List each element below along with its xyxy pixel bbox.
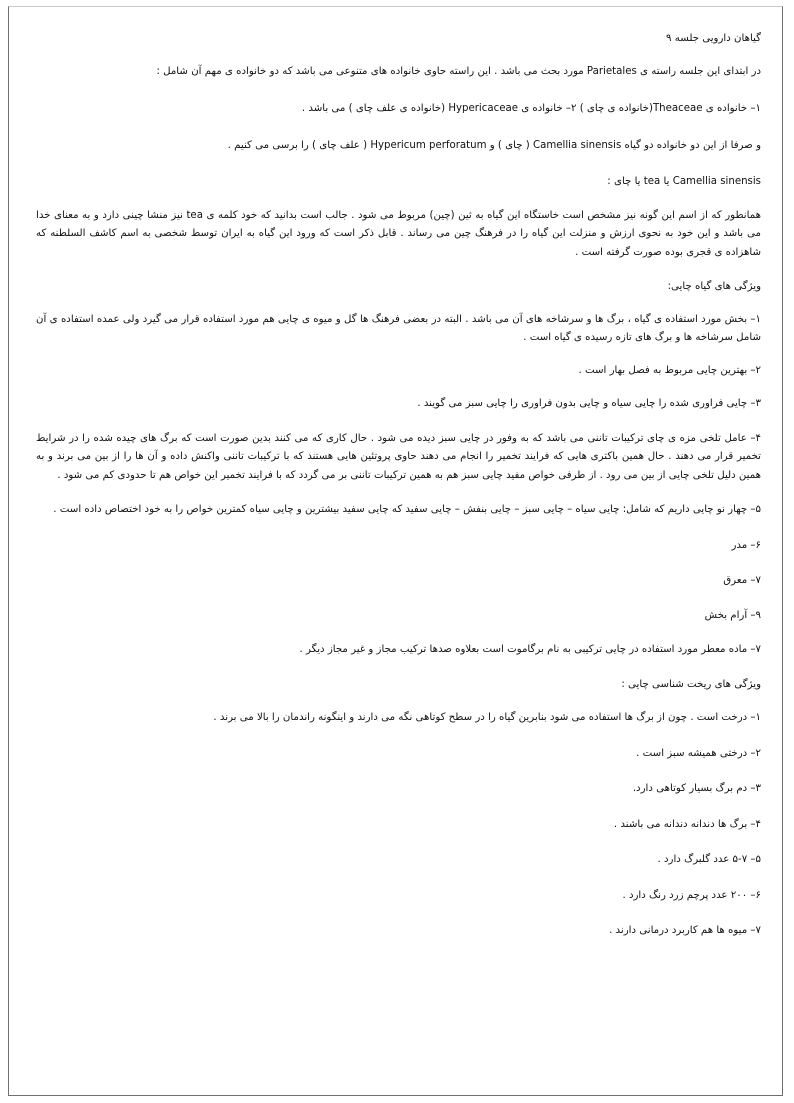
list-item-diuretic: ۶– مدر — [731, 539, 761, 551]
section-heading-morphology: ویژگی های ریخت شناسی چایی : — [621, 678, 761, 690]
list-item-tea-types: ۵– چهار نو چایی داریم که شامل: چایی سیاه – چایی سبز – چایی بنفش – چایی سفید که چایی سفید بیشترین و چایی سیاه کمترین خواص را به خود اختصاص داده است . — [53, 504, 761, 515]
list-item-sudorific: ۷– معرق — [723, 575, 761, 586]
document-title: گیاهان دارویی جلسه ۹ — [666, 33, 761, 44]
paragraph-origin: همانطور که از اسم این گونه نیز مشخص است خاستگاه این گیاه به ثین (چین) مربوط می شود . جالب است بدانید که خود کلمه ی tea نیز منشا چینی دارد و به معنای خدا می باشد و این خود به نحوی ارزش و منزلت این گیاه را در فرهنگ چین می رساند . قابل ذکر است که ورود این گیاه به ایران توسط شخصی به اسم کاشف السلطنه که شاهزاده ی قجری بوده صورت گرفته است . — [36, 209, 762, 258]
document-body — [36, 26, 761, 941]
list-item-fruits: ۷– میوه ها هم کاربرد درمانی دارند . — [609, 925, 761, 936]
list-item-sedative: ۹– آرام بخش — [704, 609, 761, 621]
paragraph-families: ۱– خانواده ی Theaceae(خانواده ی چای ) ۲– خانواده ی Hypericaceae (خانواده ی علف چای ) می باشد . — [301, 103, 761, 114]
list-item-tree: ۱– درخت است . چون از برگ ها استفاده می شود بنابرین گیاه را در سطح کوتاهی نگه می دارند و اینگونه راندمان را بالا می برند . — [213, 712, 761, 723]
list-item-used-part: ۱– بخش مورد استفاده ی گیاه ، برگ ها و سرشاخه های آن می باشد . البته در بعضی فرهنگ ها گل و میوه ی چایی هم مورد استفاده قرار می گیرد ولی عمده استفاده ی آن شامل سرشاخه ها و برگ های تازه رسیده ی گیاه است . — [36, 313, 761, 343]
paragraph-intro: در ابتدای این جلسه راسته ی Parietales مورد بحث می باشد . این راسته حاوی خانواده های متنوعی می باشد که دو خانواده ی مهم آن شامل : — [156, 65, 761, 77]
list-item-bitterness: ۴– عامل تلخی مزه ی چای ترکیبات تاننی می باشد که به وفور در چایی سبز دیده می شود . حال کاری که می کنند بدین صورت است که برگ های چیده شده را در شرایط تخمیر قرار می دهند . حال همین باکتری هایی که فرایند تخمیر را انجام می دهند حاوی پروتئین هایی هستند که با ترکیبات تاننی واکنش داده و آن ها را از بین می برند و به همین دلیل تلخی چایی از بین می رود . از طرفی خواص مفید چایی سبز هم به همین ترکیبات تاننی بر می گردد که با فرایند تخمیر این خواص هم تا حدودی کم می شود . — [36, 432, 761, 481]
list-item-serrated-leaves: ۴– برگ ها دندانه دندانه می باشند . — [613, 818, 761, 830]
section-heading-tea-features: ویژگی های گیاه چایی: — [667, 281, 761, 292]
list-item-bergamot: ۷– ماده معطر مورد استفاده در چایی ترکیبی به نام برگاموت است بعلاوه صدها ترکیب مجاز و غیر مجاز دیگر . — [299, 644, 761, 655]
list-item-petals: ۵– ۵-۷ عدد گلبرگ دارد . — [657, 854, 761, 865]
list-item-best-season: ۲– بهترین چایی مربوط به فصل بهار است . — [578, 364, 761, 376]
list-item-stamens: ۶– ۲۰۰ عدد پرچم زرد رنگ دارد . — [622, 889, 761, 901]
list-item-black-green: ۳– چایی فراوری شده را چایی سیاه و چایی بدون فراوری را چایی سبز می گویند . — [417, 398, 761, 409]
paragraph-species-scope: و صرفا از این دو خانواده دو گیاه Camellia sinensis ( چای ) و Hypericum perforatum ( علف چای ) را برسی می کنیم . — [227, 139, 761, 151]
list-item-evergreen: ۲– درختی همیشه سبز است . — [636, 747, 761, 759]
section-heading-camellia: Camellia sinensis یا tea یا چای : — [607, 176, 761, 187]
list-item-petiole: ۳– دم برگ بسیار کوتاهی دارد. — [632, 783, 761, 794]
